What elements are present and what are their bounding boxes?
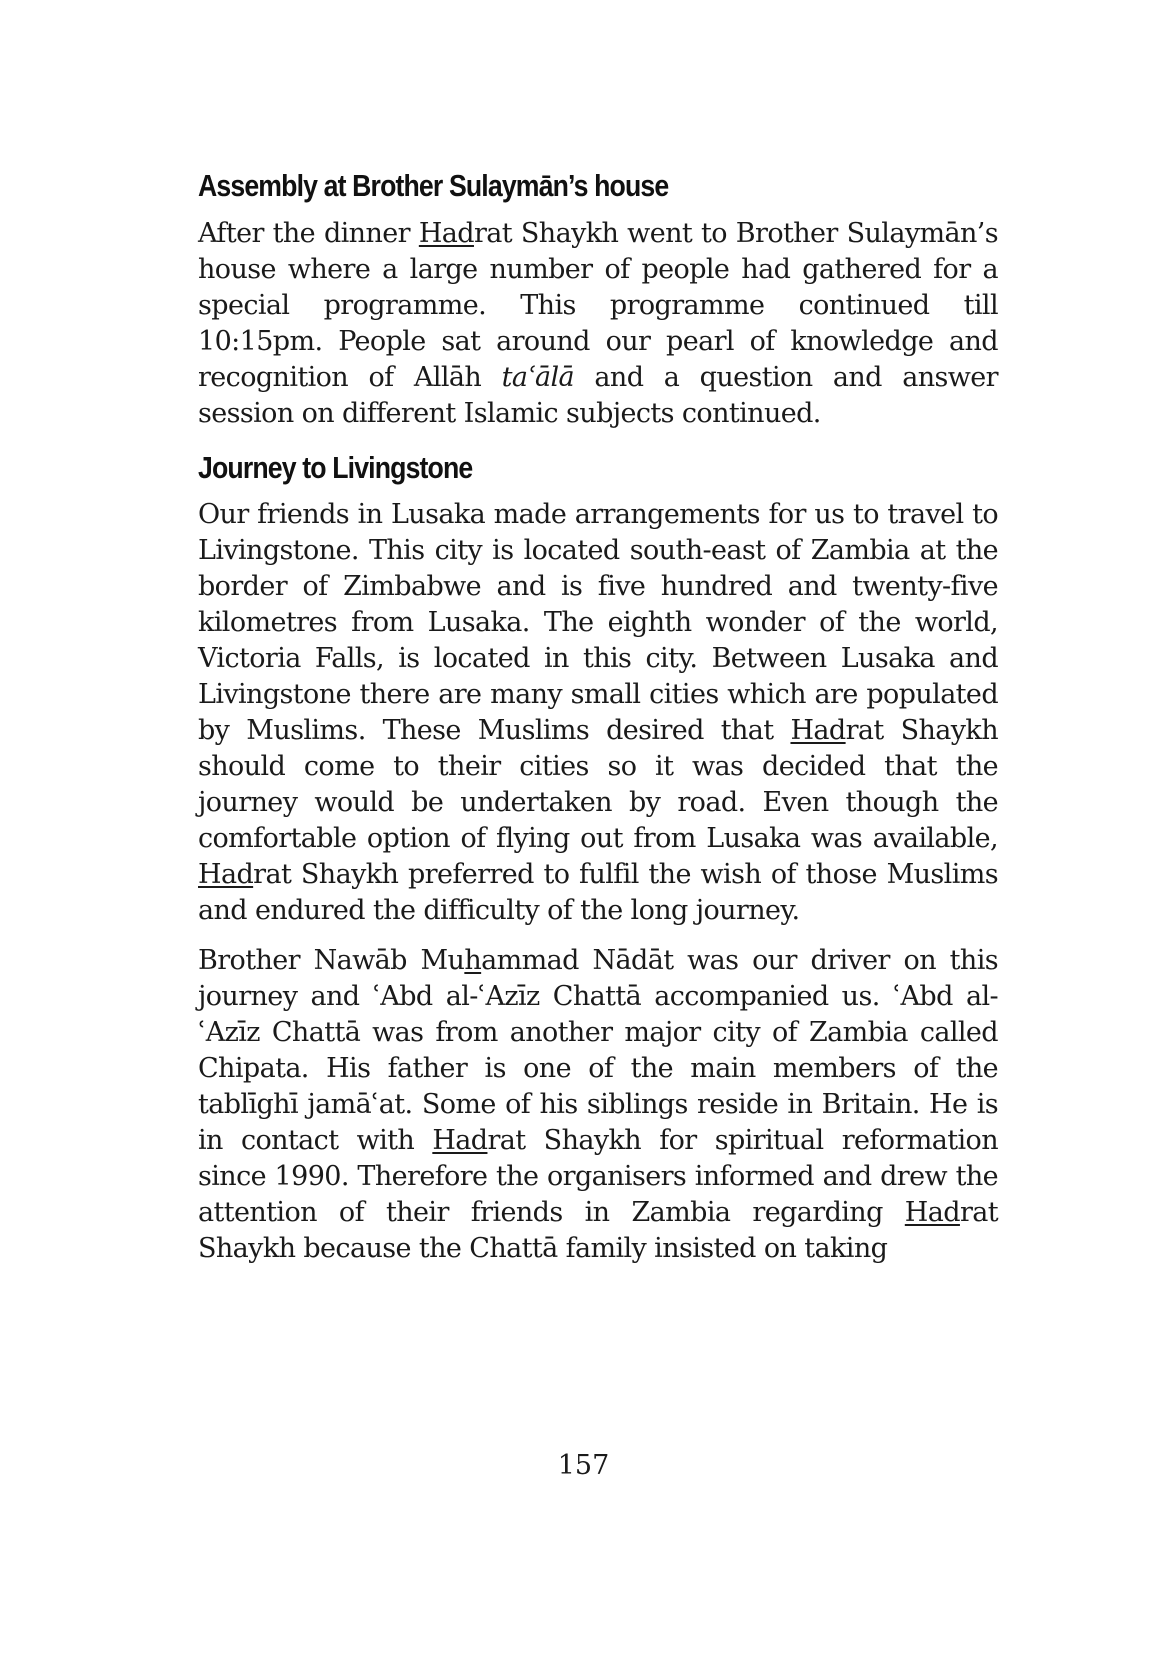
paragraph: Brother Nawāb Muhammad Nādāt was our driver on this journey and ʿAbd al-ʿAzīz Chattā accompanied us. ʿAbd al-ʿAzīz Chattā was from another major city of Zambia called Chipata. His father is one of the main members of the tablīghī jamāʿat. Some of his siblings reside in Britain. He is in contact with Hadrat Shaykh for spiritual reformation since 1990. Therefore the organisers informed and drew the attention of their friends in Zambia regarding Hadrat Shaykh because the Chattā family insisted on taking — [198, 945, 998, 1265]
page-body — [198, 150, 998, 1281]
section-heading: Assembly at Brother Sulaymān’s house — [198, 168, 669, 203]
underlined-text: Had — [904, 1197, 960, 1229]
underlined-text: h — [464, 945, 482, 977]
paragraph: After the dinner Hadrat Shaykh went to Brother Sulaymān’s house where a large number of people had gathered for a special programme. This programme continued till 10:15pm. People sat around our pearl of knowledge and recognition of Allāh taʿālā and a question and answer session on different Islamic subjects continued. — [198, 217, 999, 429]
underlined-text: Had — [790, 715, 846, 747]
page-number: 157 — [557, 1450, 610, 1481]
italic-text: taʿālā — [501, 361, 575, 393]
underlined-text: Had — [418, 217, 474, 249]
paragraph: Our friends in Lusaka made arrangements for us to travel to Livingstone. This city is located south-east of Zambia at the border of Zimbabwe and is five hundred and twenty-five kilometres from Lusaka. The eighth wonder of the world, Victoria Falls, is located in this city. Between Lusaka and Livingstone there are many small cities which are populated by Muslims. These Muslims desired that Hadrat Shaykh should come to their cities so it was decided that the journey would be undertaken by road. Even though the comfortable option of flying out from Lusaka was available, Hadrat Shaykh preferred to fulfil the wish of those Muslims and endured the difficulty of the long journey. — [198, 499, 998, 927]
underlined-text: Had — [432, 1125, 488, 1157]
underlined-text: Had — [198, 859, 254, 891]
section-heading: Journey to Livingstone — [198, 449, 473, 485]
